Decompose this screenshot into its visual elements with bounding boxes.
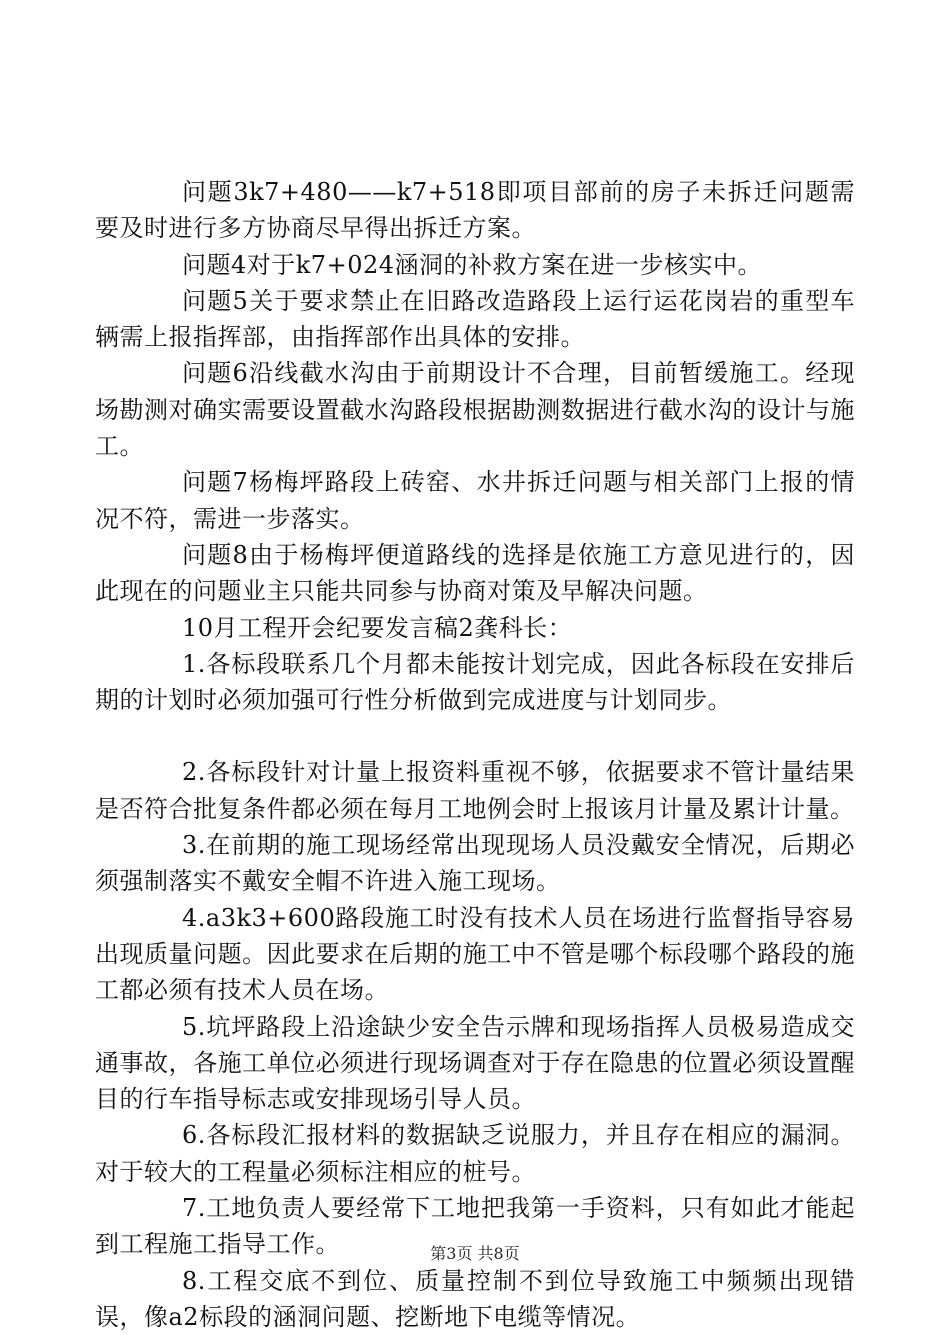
paragraph-issue-6: 问题6沿线截水沟由于前期设计不合理，目前暂缓施工。经现场勘测对确实需要设置截水沟路段根据勘测数据进行截水沟的设计与施工。 [95,359,855,461]
paragraph-point-3: 3.在前期的施工现场经常出现现场人员没戴安全情况，后期必须强制落实不戴安全帽不许进入施工现场。 [95,831,855,896]
page-footer [0,1244,950,1264]
paragraph-point-6: 6.各标段汇报材料的数据缺乏说服力，并且存在相应的漏洞。对于较大的工程量必须标注相应的桩号。 [95,1121,855,1186]
paragraph-point-2: 2.各标段针对计量上报资料重视不够，依据要求不管计量结果是否符合批复条件都必须在每月工地例会时上报该月计量及累计计量。 [95,758,855,823]
paragraph-point-4: 4.a3k3+600路段施工时没有技术人员在场进行监督指导容易出现质量问题。因此要求在后期的施工中不管是哪个标段哪个路段的施工都必须有技术人员在场。 [95,903,855,1005]
paragraph-issue-8: 问题8由于杨梅坪便道路线的选择是依施工方意见进行的，因此现在的问题业主只能共同参与协商对策及早解决问题。 [95,540,855,606]
paragraph-issue-3: 问题3k7+480——k7+518即项目部前的房子未拆迁问题需要及时进行多方协商尽早得出拆迁方案。 [95,178,855,243]
paragraph-point-5: 5.坑坪路段上沿途缺少安全告示牌和现场指挥人员极易造成交通事故，各施工单位必须进行现场调查对于存在隐患的位置必须设置醒目的行车指导标志或安排现场引导人员。 [95,1012,855,1114]
paragraph-point-7: 7.工地负责人要经常下工地把我第一手资料，只有如此才能起到工程施工指导工作。 [95,1194,855,1259]
paragraph-issue-5: 问题5关于要求禁止在旧路改造路段上运行运花岗岩的重型车辆需上报指挥部，由指挥部作出具体的安排。 [95,286,855,352]
paragraph-issue-7: 问题7杨梅坪路段上砖窑、水井拆迁问题与相关部门上报的情况不符，需进一步落实。 [95,468,855,533]
paragraph-point-8: 8.工程交底不到位、质量控制不到位导致施工中频频出现错误，像a2标段的涵洞问题、挖断地下电缆等情况。 [95,1266,855,1331]
paragraph-issue-4: 问题4对于k7+024涵洞的补救方案在进一步核实中。 [182,250,762,279]
page-number-label: 第3页 共8页 [430,1244,520,1263]
document-body [95,174,855,1335]
paragraph-point-1: 1.各标段联系几个月都未能按计划完成，因此各标段在安排后期的计划时必须加强可行性分析做到完成进度与计划同步。 [95,649,855,715]
section-heading-speech: 10月工程开会纪要发言稿2龚科长： [182,613,573,642]
